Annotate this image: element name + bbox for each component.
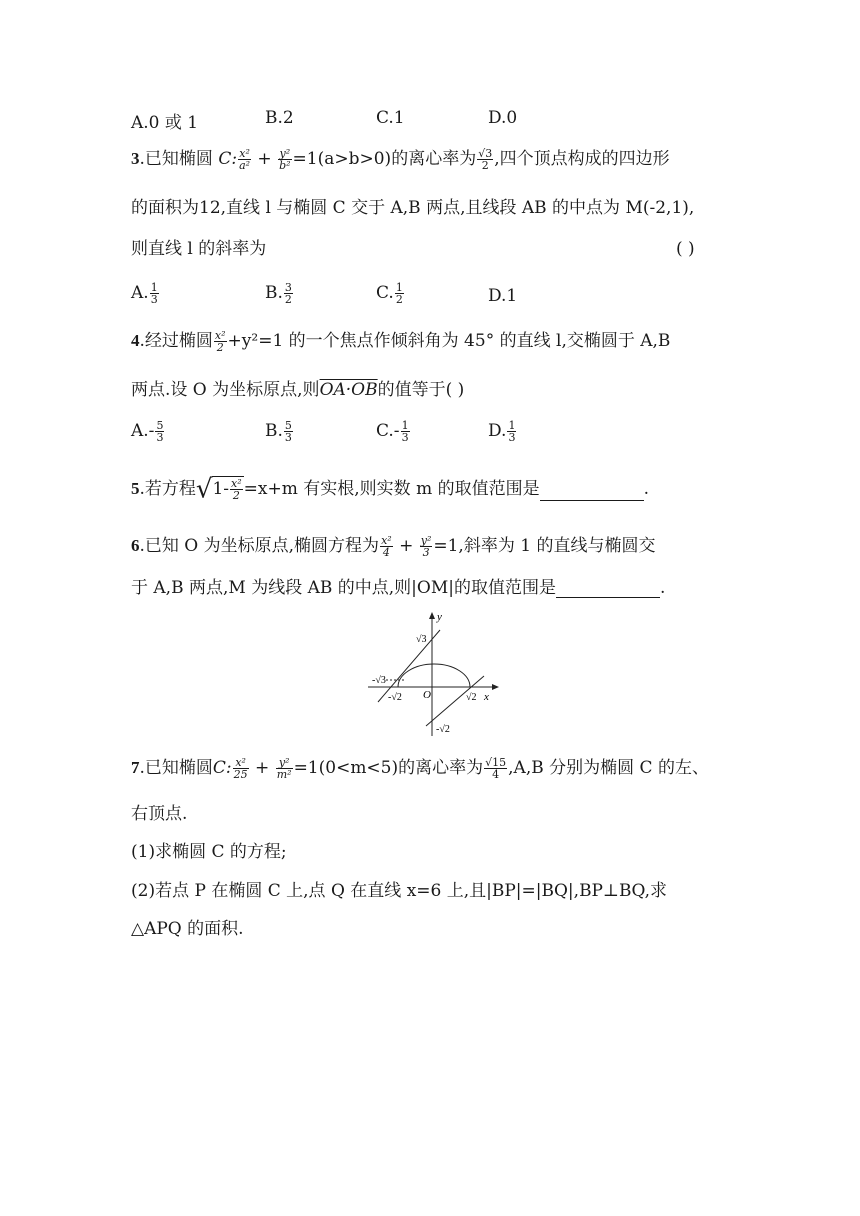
x-arrow bbox=[492, 684, 499, 690]
q3-option-d: D.1 bbox=[488, 286, 518, 306]
label-neg-sqrt3: -√3 bbox=[372, 675, 386, 686]
q7-part2-b: △APQ 的面积. bbox=[131, 919, 244, 939]
q4-option-c: C.- $\frac{1}{3}$ bbox=[376, 419, 409, 444]
fraction: $\frac{\text{x²}}{\text{a²}}$ bbox=[239, 147, 251, 172]
q7-part2-a: (2)若点 P 在椭圆 C 上,点 Q 在直线 x=6 上,且|BP|=|BQ|,BP⊥BQ,求 bbox=[131, 881, 667, 901]
label-neg-sqrt2-x: -√2 bbox=[388, 692, 402, 703]
radical: √1- $\frac{\text{x²}}{2}$ bbox=[195, 474, 242, 505]
fraction: $\frac{√3}{2}$ bbox=[478, 147, 493, 172]
q3-option-b: B. $\frac{3}{2}$ bbox=[265, 281, 292, 306]
ellipse-figure bbox=[360, 606, 500, 740]
q5-line: 5.若方程√1- $\frac{\text{x²}}{2}$ =x+m 有实根,则实数 m 的取值范围是 . bbox=[131, 474, 650, 505]
label-y: y bbox=[437, 611, 442, 623]
q4-option-a: A.- $\frac{5}{3}$ bbox=[131, 419, 164, 444]
q2-option-c: C.1 bbox=[376, 108, 405, 128]
q7-line2: 右顶点. bbox=[131, 804, 188, 824]
q3-line3: 则直线 l 的斜率为 bbox=[131, 239, 267, 259]
q3-number: 3 bbox=[131, 149, 140, 168]
q3-line2: 的面积为12,直线 l 与椭圆 C 交于 A,B 两点,且线段 AB 的中点为 M(-2,1), bbox=[131, 198, 695, 218]
q4-option-b: B. $\frac{5}{3}$ bbox=[265, 419, 292, 444]
q3-option-a: A. $\frac{1}{3}$ bbox=[131, 281, 158, 306]
label-origin: O bbox=[423, 689, 431, 701]
fraction: $\frac{\text{x²}}{2}$ bbox=[214, 329, 226, 354]
q7-line1: 7.已知椭圆C: $\frac{\text{x²}}{25}$ + $\frac{\text{y²}}{\text{m²}}$ =1(0<m<5)的离心率为 $\frac{√15}{4}$ ,A,B 分别为椭圆 C 的左、 bbox=[131, 756, 709, 781]
label-sqrt2-x: √2 bbox=[466, 692, 477, 703]
fraction: $\frac{\text{y²}}{\text{b²}}$ bbox=[279, 147, 291, 172]
label-sqrt3: √3 bbox=[416, 634, 427, 645]
q2-option-b: B.2 bbox=[265, 108, 294, 128]
answer-blank[interactable] bbox=[556, 581, 660, 598]
y-arrow bbox=[429, 612, 435, 619]
answer-blank[interactable] bbox=[540, 484, 644, 501]
q3-option-c: C. $\frac{1}{2}$ bbox=[376, 281, 403, 306]
q4-line1: 4.经过椭圆 $\frac{\text{x²}}{2}$ +y²=1 的一个焦点作倾斜角为 45° 的直线 l,交椭圆于 A,B bbox=[131, 329, 671, 354]
q2-option-d: D.0 bbox=[488, 108, 518, 128]
q6-line1: 6.已知 O 为坐标原点,椭圆方程为 $\frac{\text{x²}}{4}$ + $\frac{\text{y²}}{3}$ =1,斜率为 1 的直线与椭圆交 bbox=[131, 534, 656, 559]
answer-paren: ( ) bbox=[676, 239, 695, 259]
q3-line1: 3.已知椭圆 C: $\frac{\text{x²}}{\text{a²}}$ + $\frac{\text{y²}}{\text{b²}}$ =1(a>b>0)的离心率为 $\frac{√3}{2}$ ,四个顶点构成的四边形 bbox=[131, 147, 670, 172]
half-ellipse bbox=[398, 664, 470, 687]
label-x: x bbox=[484, 691, 489, 703]
q6-line2: 于 A,B 两点,M 为线段 AB 的中点,则|OM|的取值范围是 . bbox=[131, 578, 666, 598]
label-neg-sqrt2-y: -√2 bbox=[436, 724, 450, 735]
q4-option-d: D. $\frac{1}{3}$ bbox=[488, 419, 516, 444]
q4-line2: 两点.设 O 为坐标原点,则OA·OB的值等于( ) bbox=[131, 380, 465, 400]
q7-part1: (1)求椭圆 C 的方程; bbox=[131, 842, 287, 862]
q2-option-a: A.0 或 1 bbox=[131, 113, 199, 133]
